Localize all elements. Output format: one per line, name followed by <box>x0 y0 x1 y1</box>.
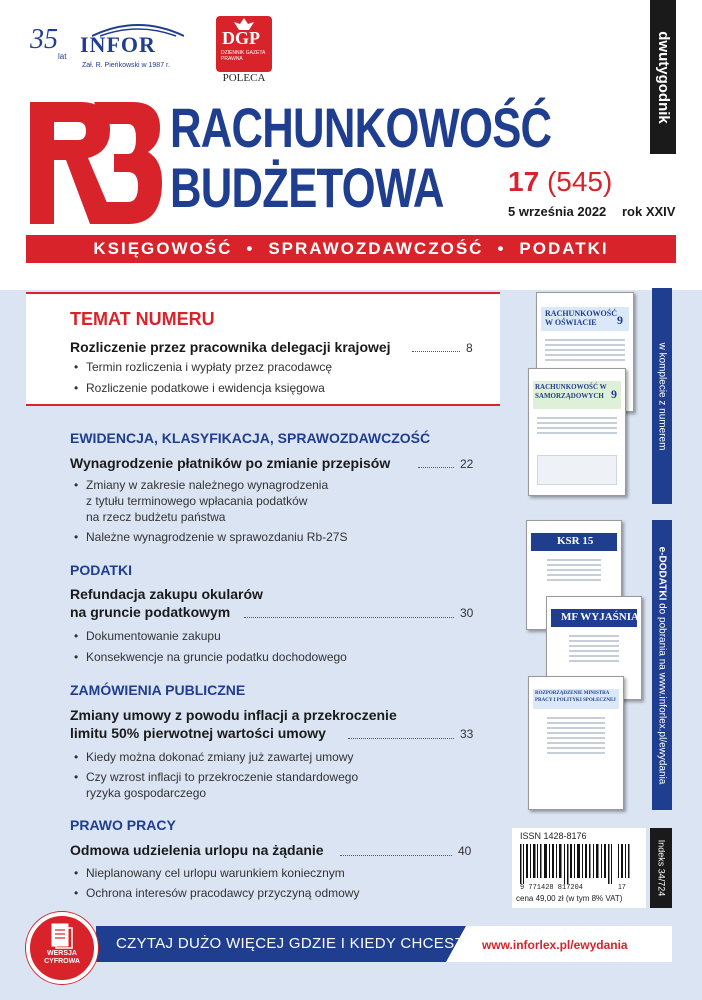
article-bullet-cont: z tytułu terminowego wpłacania podatków <box>86 494 308 508</box>
digital-version-label <box>26 950 98 966</box>
dot-leader <box>244 617 454 618</box>
thumb-title: KSR 15 <box>557 535 594 547</box>
section-heading: PODATKI <box>70 562 132 578</box>
article-page: 22 <box>460 457 474 471</box>
thumb-text-lines <box>547 717 605 757</box>
barcode-issue-code: 17 <box>618 884 626 891</box>
article-bullet: • Kiedy można dokonać zmiany już zawartej umowy <box>86 750 353 765</box>
frequency-tab-text <box>650 0 676 154</box>
edodatki-bar-text <box>652 520 672 810</box>
issue-year: rok XXIV <box>622 204 676 219</box>
article-title: Wynagrodzenie płatników po zmianie przepisów <box>70 455 391 471</box>
thumb-image <box>537 455 617 485</box>
dgp-subtitle: DZIENNIK GAZETA PRAWNA <box>221 50 266 62</box>
featured-article-title: Rozliczenie przez pracownika delegacji krajowej <box>70 339 391 355</box>
banner-item: PODATKI <box>519 239 609 258</box>
infor-anniversary-lat: lat <box>58 52 67 61</box>
thumb-number: 9 <box>617 313 623 327</box>
thumb-title: RACHUNKOWOŚĆ W SAMORZĄDOWYCH <box>535 383 607 400</box>
barcode-digits: 9 771428 817204 <box>520 884 584 892</box>
price: cena 49,00 zł (w tym 8% VAT) <box>516 894 623 903</box>
article-title: Zmiany umowy z powodu inflacji a przekroczenie <box>70 707 397 723</box>
issue-total: (545) <box>546 166 613 197</box>
article-bullet: • Zmiany w zakresie należnego wynagrodzenia <box>86 478 328 493</box>
index-tab-text <box>650 828 672 908</box>
supplement-thumbnail-rozporzadzenie[interactable] <box>528 676 624 810</box>
article-title: limitu 50% pierwotnej wartości umowy <box>70 725 326 741</box>
dot-leader <box>412 351 460 352</box>
thumb-title: ROZPORZĄDZENIE MINISTRA PRACY I POLITYKI SPOŁECZNEJ <box>535 691 616 703</box>
thumb-text-lines <box>537 417 617 437</box>
supplement-thumbnail-samorzad[interactable] <box>528 368 626 496</box>
edodatki-label-rest: do pobrania na www.inforlex.pl/ewydania <box>656 602 668 784</box>
article-bullet: • Dokumentowanie zakupu <box>86 629 221 644</box>
article-bullet-cont: na rzecz budżetu państwa <box>86 510 226 524</box>
banner-item: KSIĘGOWOŚĆ <box>93 239 233 258</box>
infor-logo-text: INFOR <box>80 32 156 57</box>
thumb-number: 9 <box>611 387 617 401</box>
section-heading: EWIDENCJA, KLASYFIKACJA, SPRAWOZDAWCZOŚĆ <box>70 430 431 446</box>
badge-line: WERSJA <box>47 950 77 957</box>
index-label: Indeks 34/724 <box>656 839 667 897</box>
thumb-title: RACHUNKOWOŚĆ W OŚWIACIE <box>545 309 618 327</box>
digital-url-link[interactable]: www.inforlex.pl/ewydania <box>482 938 628 952</box>
featured-bullet: • Rozliczenie podatkowe i ewidencja księgowa <box>86 381 325 396</box>
article-title: Odmowa udzielenia urlopu na żądanie <box>70 842 324 858</box>
banner-item: SPRAWOZDAWCZOŚĆ <box>268 239 484 258</box>
magazine-title-line2: BUDŻETOWA <box>170 156 444 219</box>
edodatki-label <box>657 546 668 784</box>
supplements-bar-text <box>652 288 672 504</box>
article-page: 40 <box>458 844 472 858</box>
thumb-title: MF WYJAŚNIA <box>561 611 639 623</box>
article-bullet-cont: ryzyka gospodarczego <box>86 786 207 800</box>
category-banner-text <box>26 235 676 263</box>
dot-leader <box>348 738 454 739</box>
article-bullet: • Ochrona interesów pracodawcy przyczyną odmowy <box>86 886 359 901</box>
digital-slogan: CZYTAJ DUŻO WIĘCEJ GDZIE I KIEDY CHCESZ <box>116 935 464 952</box>
badge-line: CYFROWA <box>44 958 80 965</box>
article-title: Refundacja zakupu okularów <box>70 586 263 602</box>
dgp-poleca: POLECA <box>222 72 266 84</box>
article-page: 30 <box>460 606 474 620</box>
article-title: na gruncie podatkowym <box>70 604 231 620</box>
infor-founded: Zał. R. Pieńkowski w 1987 r. <box>82 62 170 69</box>
issue-number-value: 17 <box>508 166 540 197</box>
dgp-abbr: DGP <box>222 28 260 48</box>
barcode-icon <box>520 844 630 884</box>
document-icon <box>50 922 74 950</box>
thumb-text-lines <box>569 635 619 665</box>
article-bullet: • Nieplanowany cel urlopu warunkiem koniecznym <box>86 866 345 881</box>
magazine-title-line1: RACHUNKOWOŚĆ <box>170 96 552 159</box>
edodatki-label-bold: e-DODATKI <box>656 546 668 600</box>
issue-number <box>508 166 612 198</box>
dot-leader <box>340 855 452 856</box>
featured-bullet: • Termin rozliczenia i wypłaty przez pracodawcę <box>86 360 332 375</box>
featured-topic-heading: TEMAT NUMERU <box>70 309 215 329</box>
section-heading: ZAMÓWIENIA PUBLICZNE <box>70 682 246 698</box>
thumb-text-lines <box>547 559 601 584</box>
rb-logo-icon <box>24 98 164 228</box>
banner-separator: • <box>246 239 255 258</box>
article-bullet: • Konsekwencje na gruncie podatku dochodowego <box>86 650 347 665</box>
thumb-text-lines <box>545 339 625 364</box>
frequency-label: dwutygodnik <box>654 30 672 124</box>
supplements-label: w komplecie z numerem <box>656 342 668 450</box>
banner-separator: • <box>497 239 506 258</box>
infor-anniversary: 35 <box>30 24 58 55</box>
issue-date: 5 września 2022 <box>508 204 607 219</box>
article-bullet: • Czy wzrost inflacji to przekroczenie standardowego <box>86 770 358 785</box>
issn: ISSN 1428-8176 <box>520 831 587 841</box>
article-bullet: • Należne wynagrodzenie w sprawozdaniu Rb-27S <box>86 530 347 545</box>
article-page: 33 <box>460 727 474 741</box>
section-heading: PRAWO PRACY <box>70 817 176 833</box>
dot-leader <box>418 467 454 468</box>
featured-article-page: 8 <box>466 341 473 355</box>
